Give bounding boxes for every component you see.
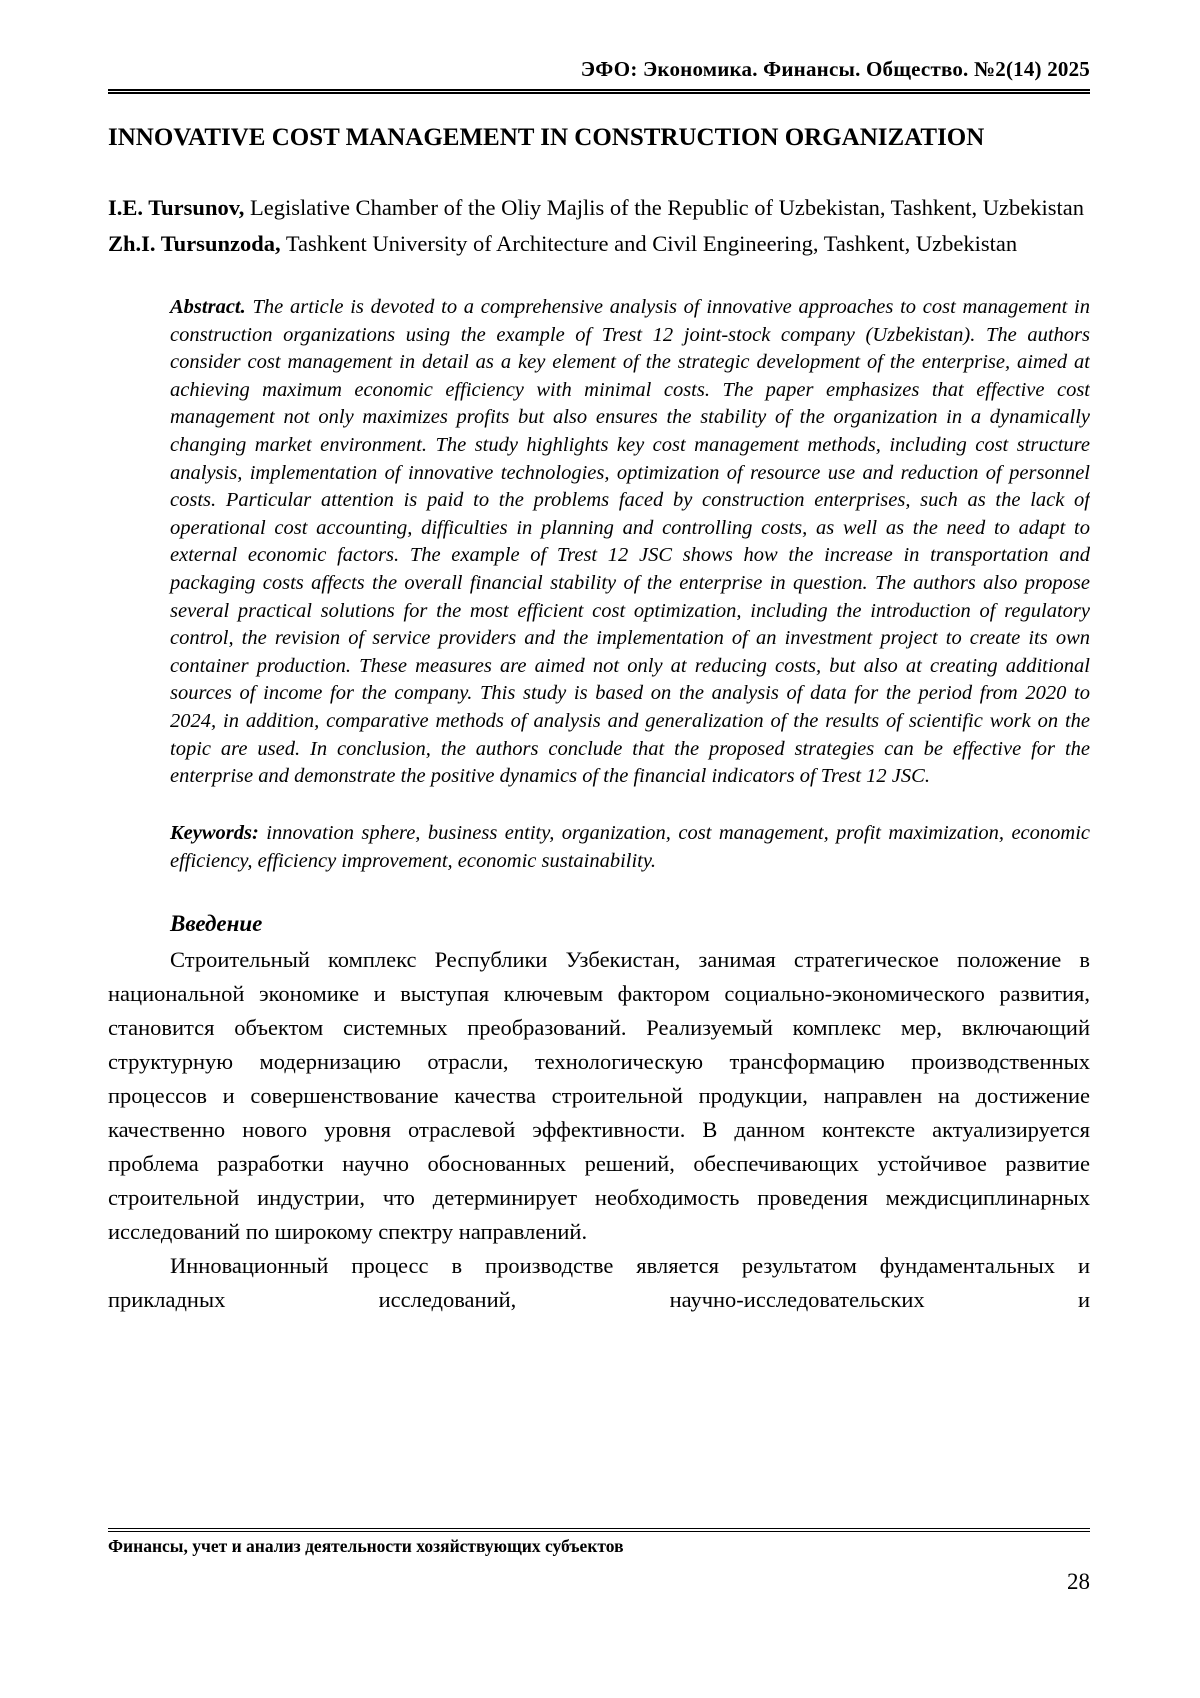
authors-block xyxy=(108,190,1090,262)
author-name: I.E. Tursunov, xyxy=(108,195,245,220)
introduction-paragraph: Инновационный процесс в производстве является результатом фундаментальных и прикладных исследований, научно-исследовательских и xyxy=(108,1252,1090,1312)
abstract-label: Abstract. xyxy=(170,296,246,318)
footer-section-title: Финансы, учет и анализ деятельности хозяйствующих субъектов xyxy=(108,1536,624,1556)
page-content xyxy=(108,0,1090,1317)
journal-header: ЭФО: Экономика. Финансы. Общество. №2(14) 2025 xyxy=(580,57,1090,81)
abstract-text: The article is devoted to a comprehensive analysis of innovative approaches to cost management in construction organizations using the example of Trest 12 joint-stock company (Uzbekistan). The authors consider cost management in detail as a key element of the strategic development of the enterprise, aimed at achieving maximum economic efficiency with minimal costs. The paper emphasizes that effective cost management not only maximizes profits but also ensures the stability of the organization in a dynamically changing market environment. The study highlights key cost management methods, including cost structure analysis, implementation of innovative technologies, optimization of resource use and reduction of personnel costs. Particular attention is paid to the problems faced by construction enterprises, such as the lack of operational cost accounting, difficulties in planning and controlling costs, as well as the need to adapt to external economic factors. The example of Trest 12 JSC shows how the increase in transportation and packaging costs affects the overall financial stability of the enterprise in question. The authors also propose several practical solutions for the most efficient cost optimization, including the introduction of regulatory control, the revision of service providers and the implementation of an investment project to create its own container production. These measures are aimed not only at reducing costs, but also at creating additional sources of income for the company. This study is based on the analysis of data for the period from 2020 to 2024, in addition, comparative methods of analysis and generalization of the results of scientific work on the topic are used. In conclusion, the authors conclude that the proposed strategies can be effective for the enterprise and demonstrate the positive dynamics of the financial indicators of Trest 12 JSC. xyxy=(170,296,1090,788)
keywords-label: Keywords: xyxy=(170,821,259,844)
footer-divider xyxy=(108,1528,1090,1532)
author-affiliation: Tashkent University of Architecture and Civil Engineering, Tashkent, Uzbekistan xyxy=(280,231,1018,256)
article-title: INNOVATIVE COST MANAGEMENT IN CONSTRUCTION ORGANIZATION xyxy=(108,124,985,151)
introduction-heading: Введение xyxy=(170,910,263,936)
author-affiliation: Legislative Chamber of the Oliy Majlis of the Republic of Uzbekistan, Tashkent, Uzbekistan xyxy=(244,195,1085,220)
keywords xyxy=(170,819,1090,875)
abstract xyxy=(170,294,1090,791)
page-footer xyxy=(108,1528,1090,1595)
introduction-paragraph: Строительный комплекс Республики Узбекистан, занимая стратегическое положение в национальной экономике и выступая ключевым фактором социально-экономического развития, становится объектом системных преобразований. Реализуемый комплекс мер, включающий структурную модернизацию отрасли, технологическую трансформацию производственных процессов и совершенствование качества строительной продукции, направлен на достижение качественно нового уровня отраслевой эффективности. В данном контексте актуализируется проблема разработки научно обоснованных решений, обеспечивающих устойчивое развитие строительной индустрии, что детерминирует необходимость проведения междисциплинарных исследований по широкому спектру направлений. xyxy=(108,946,1090,1244)
keywords-text: innovation sphere, business entity, organization, cost management, profit maximization, economic efficiency, efficiency improvement, economic sustainability. xyxy=(170,821,1090,872)
header-divider xyxy=(108,89,1090,94)
page-number: 28 xyxy=(1067,1569,1090,1594)
author-name: Zh.I. Tursunzoda, xyxy=(108,231,281,256)
